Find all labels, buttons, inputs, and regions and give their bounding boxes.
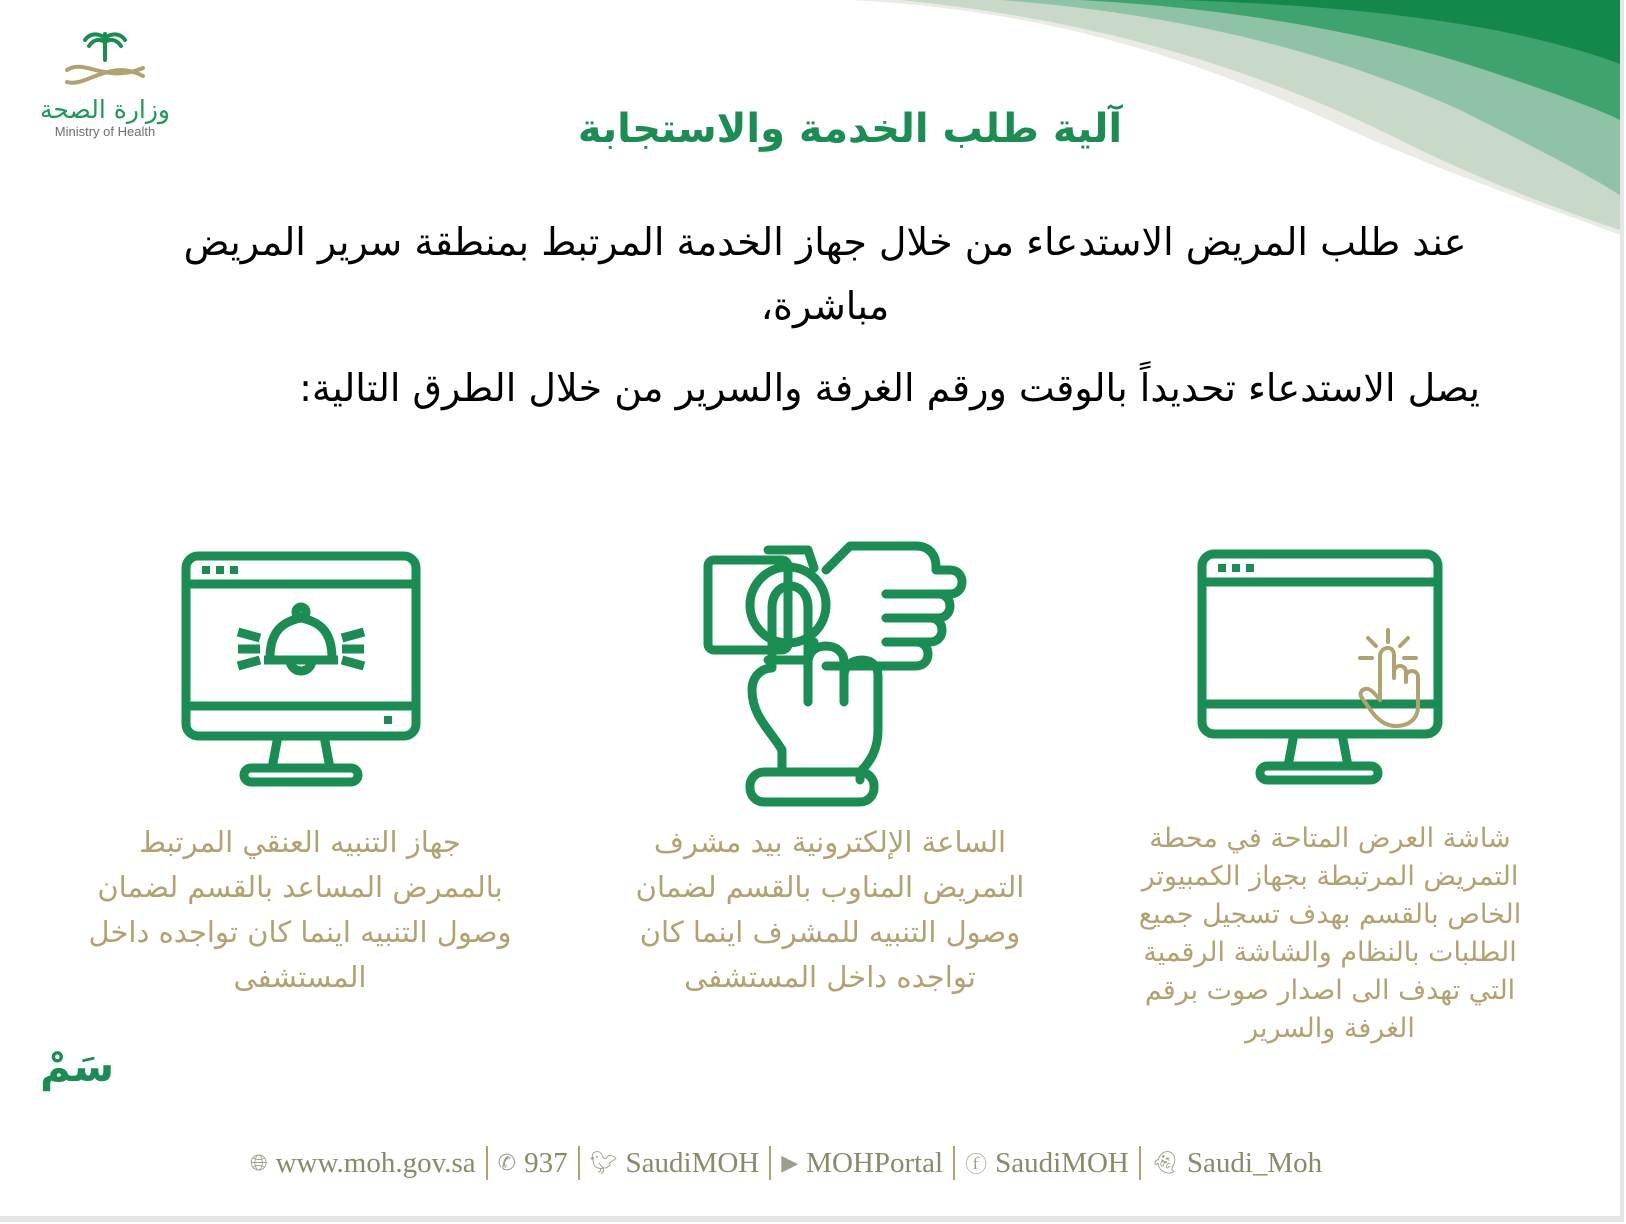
monitor-touch-icon (1196, 546, 1446, 796)
sam-brand-mark: سَمْ (40, 1042, 115, 1091)
footer-youtube[interactable] (771, 1147, 953, 1180)
website-text: www.moh.gov.sa (275, 1146, 476, 1179)
footer-website[interactable] (240, 1147, 486, 1180)
phone-icon: ✆ (497, 1150, 517, 1176)
footer-phone[interactable] (488, 1147, 578, 1180)
wristwatch-hand-icon (700, 530, 980, 810)
snapchat-text: Saudi_Moh (1186, 1146, 1323, 1179)
footer-snapchat[interactable] (1141, 1147, 1332, 1180)
logo-english-text: Ministry of Health (54, 124, 156, 139)
twitter-icon: 🐦︎ (589, 1150, 618, 1176)
logo-arabic-text: وزارة الصحة (40, 95, 170, 124)
monitor-bell-icon (180, 548, 430, 798)
page-title: آلية طلب الخدمة والاستجابة (577, 106, 1123, 152)
intro-line-2: يصل الاستدعاء تحديداً بالوقت ورقم الغرفة والسرير من خلال الطرق التالية: (299, 366, 1480, 410)
footer-contacts (240, 1146, 1440, 1180)
facebook-text: SaudiMOH (995, 1146, 1129, 1179)
intro-line-1: عند طلب المريض الاستدعاء من خلال جهاز الخدمة المرتبط بمنطقة سرير المريض مباشرة، (183, 220, 1467, 328)
facebook-icon: ⓕ (965, 1152, 988, 1178)
caption-neck-pager: جهاز التنبيه العنقي المرتبط بالممرض المساعد بالقسم لضمان وصول التنبيه اينما كان تواجده داخل المستشفى (88, 825, 512, 994)
caption-smart-watch: الساعة الإلكترونية بيد مشرف التمريض المناوب بالقسم لضمان وصول التنبيه للمشرف اينما كان تواجده داخل المستشفى (635, 825, 1025, 994)
twitter-text: SaudiMOH (625, 1146, 760, 1179)
youtube-text: MOHPortal (806, 1146, 944, 1179)
footer-facebook[interactable] (955, 1147, 1139, 1180)
globe-icon: 🌐︎ (250, 1150, 268, 1176)
phone-text: 937 (524, 1146, 568, 1179)
caption-display-screen: شاشة العرض المتاحة في محطة التمريض المرتبطة بجهاز الكمبيوتر الخاص بالقسم بهدف تسجيل جميع الطلبات بالنظام والشاشة الرقمية التي تهدف الى اصدار صوت برقم الغرفة والسرير (1138, 823, 1522, 1044)
snapchat-icon: 👻︎ (1150, 1150, 1179, 1176)
intro-text (170, 210, 1480, 420)
moh-logo (30, 28, 180, 140)
footer-twitter[interactable] (580, 1147, 770, 1180)
youtube-icon: ▶ (781, 1150, 799, 1176)
palm-crossed-swords-emblem (55, 28, 155, 90)
